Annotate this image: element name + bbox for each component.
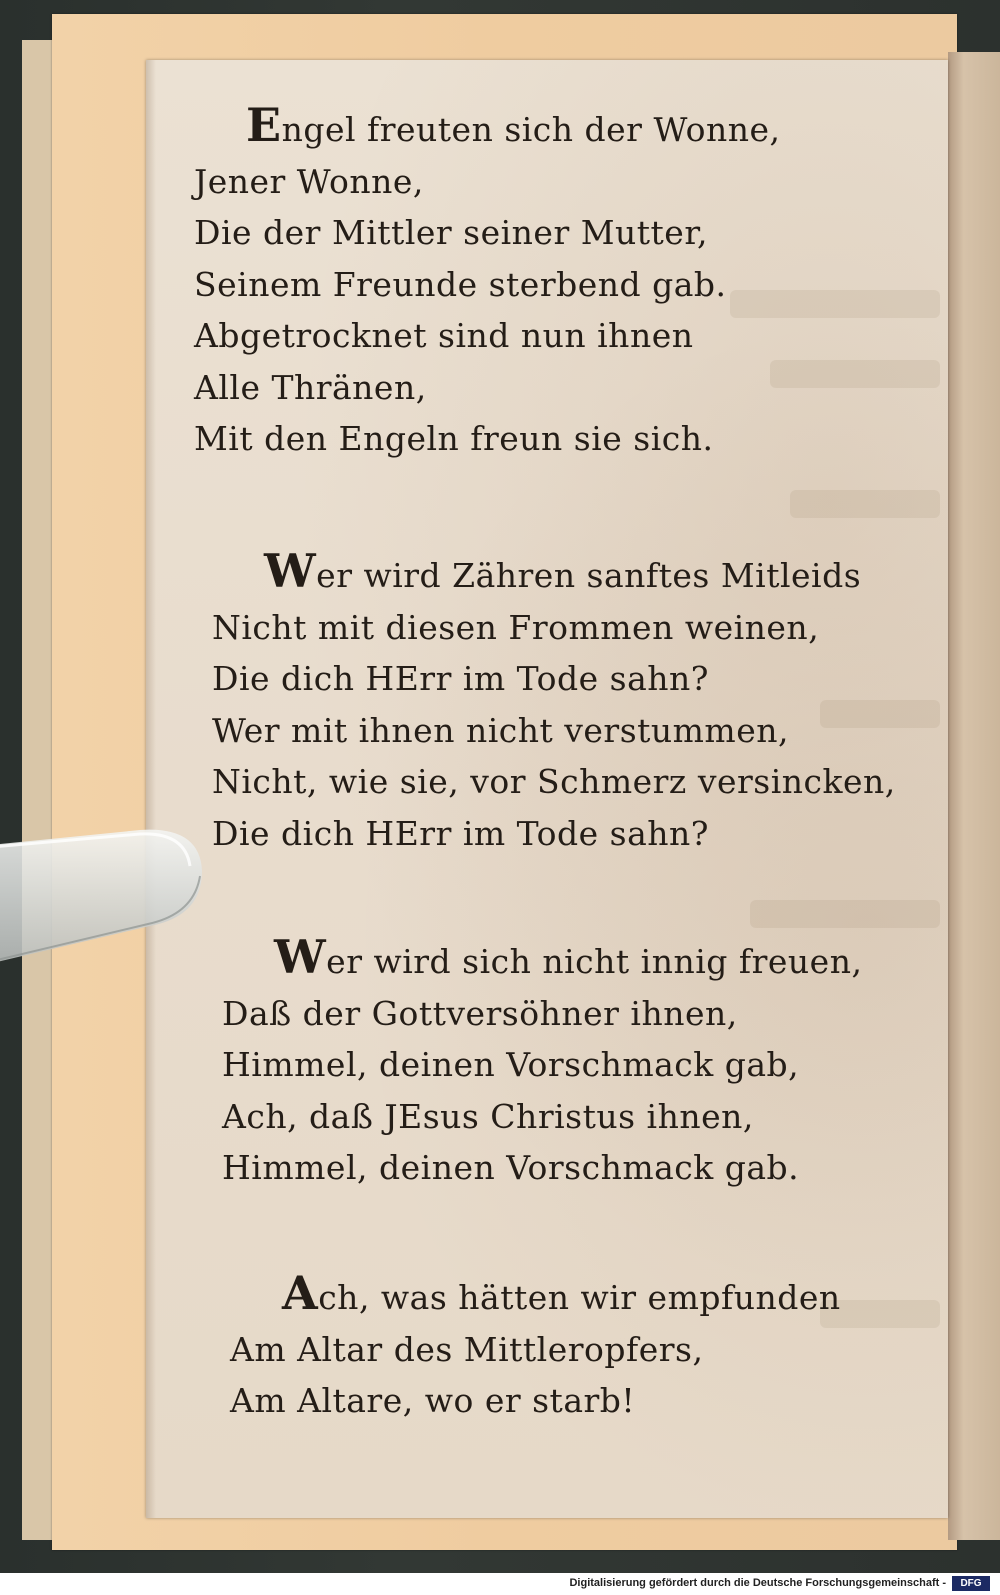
poem-line: Wer wird sich nicht innig freuen, — [274, 930, 863, 984]
footer-bar — [0, 1573, 1000, 1595]
show-through — [750, 900, 940, 928]
poem-line: Am Altar des Mittleropfers, — [230, 1329, 704, 1369]
poem-line: Nicht, wie sie, vor Schmerz versincken, — [212, 762, 896, 801]
poem-line: Wer wird Zähren sanftes Mitleids — [264, 544, 862, 598]
stanza-1 — [194, 100, 781, 465]
stanza-2 — [212, 546, 896, 859]
show-through — [770, 360, 940, 388]
poem-line: Ach, was hätten wir empfunden — [282, 1266, 841, 1320]
poem-line: Die der Mittler seiner Mutter, — [194, 213, 708, 252]
poem-line: Abgetrocknet sind nun ihnen — [194, 316, 694, 355]
poem-line: Alle Thränen, — [194, 367, 427, 407]
adjacent-page — [948, 52, 1000, 1540]
poem-line: Die dich HErr im Tode sahn? — [212, 659, 709, 698]
stanza-4 — [230, 1268, 841, 1427]
poem-line: Wer mit ihnen nicht verstummen, — [212, 710, 789, 750]
poem-line: Mit den Engeln freun sie sich. — [194, 419, 714, 458]
poem-line: Himmel, deinen Vorschmack gab. — [222, 1148, 800, 1187]
poem-line: Engel freuten sich der Wonne, — [246, 98, 781, 152]
poem-line: Nicht mit diesen Frommen weinen, — [212, 607, 820, 647]
book-page — [146, 60, 948, 1518]
poem-line: Himmel, deinen Vorschmack gab, — [222, 1045, 800, 1084]
gutter-shadow — [146, 60, 156, 1518]
footer-credit: Digitalisierung gefördert durch die Deutsche Forschungsgemeinschaft - — [569, 1577, 946, 1589]
poem-line: Daß der Gottversöhner ihnen, — [222, 993, 738, 1033]
show-through — [790, 490, 940, 518]
page-holder-stick — [0, 826, 202, 976]
poem-line: Am Altare, wo er starb! — [230, 1381, 636, 1420]
poem-line: Ach, daß JEsus Christus ihnen, — [222, 1096, 754, 1136]
poem-line: Die dich HErr im Tode sahn? — [212, 813, 709, 853]
poem-line: Seinem Freunde sterbend gab. — [194, 264, 727, 304]
dfg-logo: DFG — [952, 1576, 990, 1591]
poem-line: Jener Wonne, — [194, 161, 424, 201]
stanza-3 — [222, 932, 862, 1194]
